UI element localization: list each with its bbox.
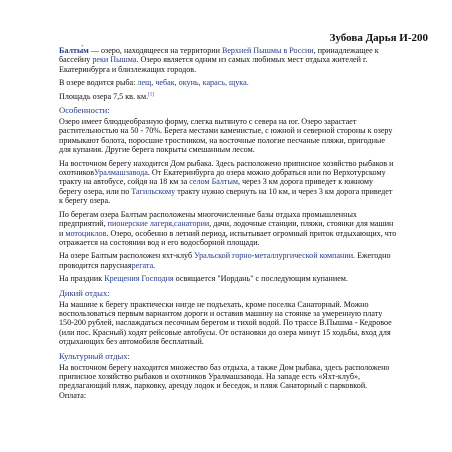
link-tagil-road[interactable]: Тагильскому — [131, 186, 176, 196]
link-uralmashzavod[interactable]: Уралмашзавода — [94, 168, 148, 178]
section-heading-features: Особенности: — [59, 105, 110, 116]
link-verkhnyaya-pyshma[interactable]: Верхней Пышмы в России — [221, 46, 314, 55]
link-baltym-village[interactable]: селом Балтым — [189, 177, 239, 187]
east-shore-paragraph: На восточном берегу находится Дом рыбака. Здесь расположено приписное хозяйство рыбаков и охотниковУралмашзавода. От Екатеринбурга до озера можно добраться или по Верхотурскому тракту на автобусе, сойдя на 18 км за селом Балтым, через 3 км дорога приведет к южному берегу озера, или по Тагильскому тракту нужно свернуть на 10 км, и через 3 км дорога приведет к берегу озера. — [59, 158, 394, 206]
fish-list-links[interactable]: лещ, чебак, окунь, карась, щука. — [137, 78, 249, 88]
wild-rest-paragraph: На машине к берегу практически нигде не подъехать, кроме поселка Санаторный. Можно воспользоваться первым вариантом дороги и оставив машину на стоянке за умеренную плату 150-200 рублей, наслаждаться песочным берегом и тихой водой. По трассе В.Пышма - Кедровое (или пос. Красный) ходят рейсовые автобусы. От остановки до озера минут 15 ходьбы, вход для отдыхающих без автомобиля бесплатный. — [59, 299, 392, 347]
link-ugmk[interactable]: Уральской горно-металлургической компании — [194, 251, 354, 261]
link-pyshma-river[interactable]: реки Пышма — [92, 55, 137, 65]
link-motorcycles[interactable]: мотоциклов — [65, 228, 107, 238]
article-body — [59, 46, 397, 404]
fish-paragraph: В озере водится рыба: лещ, чебак, окунь, карась, щука. — [59, 78, 249, 88]
shores-paragraph: По берегам озера Балтым расположены многочисленные базы отдыха промышленных предприятий, пионерские лагеря,санатории, дачи, лодочные станции, пляжи, стоянки для машин и мотоциклов. Озеро, особенно в летний период, испытывает огромный приток отдыхающих, что отражается на состоянии вод и его водосборной площади. — [59, 209, 397, 247]
payment-label: Оплата: — [59, 390, 87, 400]
author-name: Зубова Дарья И-200 — [329, 32, 428, 44]
lake-name-link[interactable]: Балты́м — [59, 46, 89, 55]
area-footnote-link[interactable]: [1] — [148, 91, 154, 97]
features-paragraph: Озеро имеет блюдцеобразную форму, слегка вытянуто с севера на юг. Озеро зарастает растительностью на 50 - 70%. Берега местами каменистые, с южной и северной стороны к озеру примыкают болота, поросшие тростником, на восточные пологие песчаные пляжи, пригодные для купания. Другие берега покрыты смешанным лесом. — [59, 117, 393, 155]
epiphany-paragraph: На праздник Крещения Господня освящается "Иордань" с последующим купанием. — [59, 274, 348, 284]
link-epiphany[interactable]: Крещения Господня — [104, 274, 174, 284]
intro-paragraph: Балты́м — озеро, находящееся на территории Верхней Пышмы в России, принадлежащее к бассейну реки Пышма. Озеро является одним из самых любимых мест отдыха жителей г. Екатеринбурга и близлежащих городов. — [59, 46, 379, 74]
cultural-rest-paragraph: На восточном берегу находится множество баз отдыха, а также Дом рыбака, здесь расположено приписное хозяйство рыбаков и охотников Уралмашзавода. На западе есть «Яхт-клуб», предлагающий пляж, парковку, аренду лодок и беседок, и пляж Санаторный с парковкой. Оплата: — [59, 362, 390, 400]
area-paragraph: Площадь озера 7,5 кв. км.[1] — [59, 91, 154, 101]
section-heading-cultural-rest: Культурный отдых: — [59, 350, 130, 361]
yacht-club-paragraph: На озере Балтым расположен яхт-клуб Уральской горно-металлургической компании. Ежегодно проводится паруснаярегата. — [59, 251, 391, 270]
section-heading-wild-rest: Дикий отдых: — [59, 287, 110, 298]
link-regatta[interactable]: регата — [131, 260, 154, 270]
link-pioneer-camps[interactable]: пионерские лагеря,санатории — [107, 219, 210, 229]
